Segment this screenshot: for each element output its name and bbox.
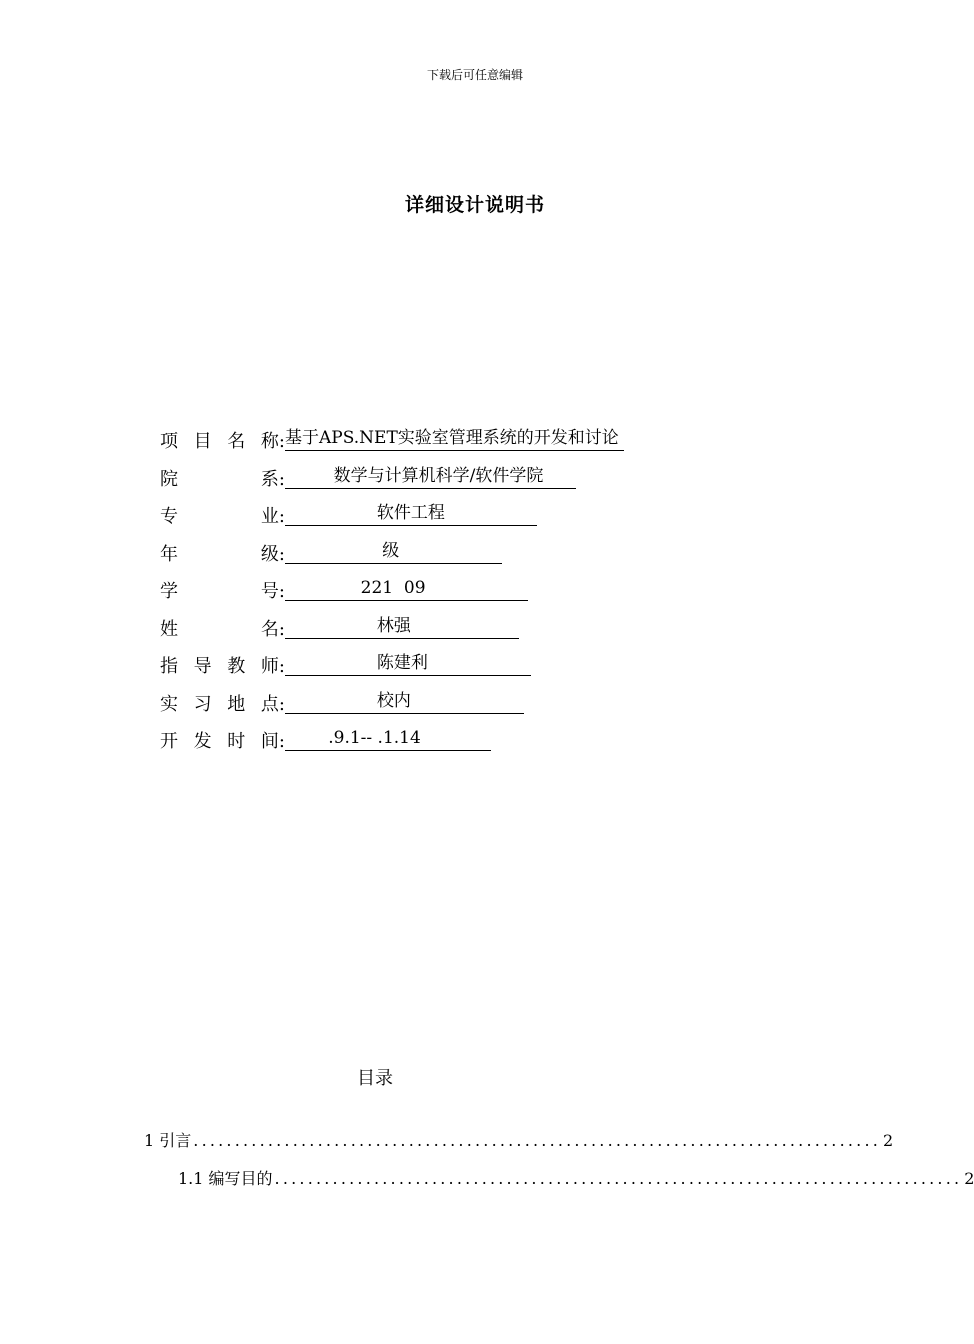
info-value-development-period: .9.1-- .1.14: [285, 727, 491, 751]
info-value-department: 数学与计算机科学/软件学院: [285, 465, 576, 489]
document-title: 详细设计说明书: [404, 194, 545, 216]
header-note: 下载后可任意编辑: [426, 68, 523, 82]
info-label: 开 发 时 间:: [160, 731, 285, 752]
info-label: 院 系:: [160, 468, 285, 490]
toc-page-number: 2: [883, 1131, 894, 1150]
toc-entry-text: 1.1 编写目的: [178, 1169, 273, 1188]
info-label: 实 习 地 点:: [160, 693, 285, 715]
info-value-internship-location: 校内: [285, 690, 524, 714]
info-label: 姓 名:: [160, 618, 285, 640]
toc-entry-purpose[interactable]: [178, 1166, 974, 1189]
toc-entry-text: 1 引言: [144, 1131, 192, 1150]
info-label: 项 目 名 称:: [160, 431, 285, 452]
info-value-grade: 级: [285, 540, 502, 564]
toc-leader-dots: ...................................................................................: [274, 1169, 963, 1188]
info-value-name: 林强: [285, 615, 519, 639]
info-value-project-name: 基于APS.NET实验室管理系统的开发和讨论: [285, 427, 624, 451]
info-label: 专 业:: [160, 506, 285, 527]
toc-title: 目录: [357, 1068, 393, 1089]
info-value-advisor: 陈建利: [285, 652, 531, 676]
info-label: 指 导 教 师:: [160, 656, 285, 677]
toc-leader-dots: ...................................................................................: [193, 1131, 882, 1150]
toc-entry-introduction[interactable]: [144, 1128, 894, 1151]
toc-page-number: 2: [964, 1169, 974, 1188]
info-label: 学 号:: [160, 581, 285, 602]
info-label: 年 级:: [160, 543, 285, 565]
info-value-major: 软件工程: [285, 502, 537, 526]
info-value-student-id: 221 09: [285, 577, 528, 601]
